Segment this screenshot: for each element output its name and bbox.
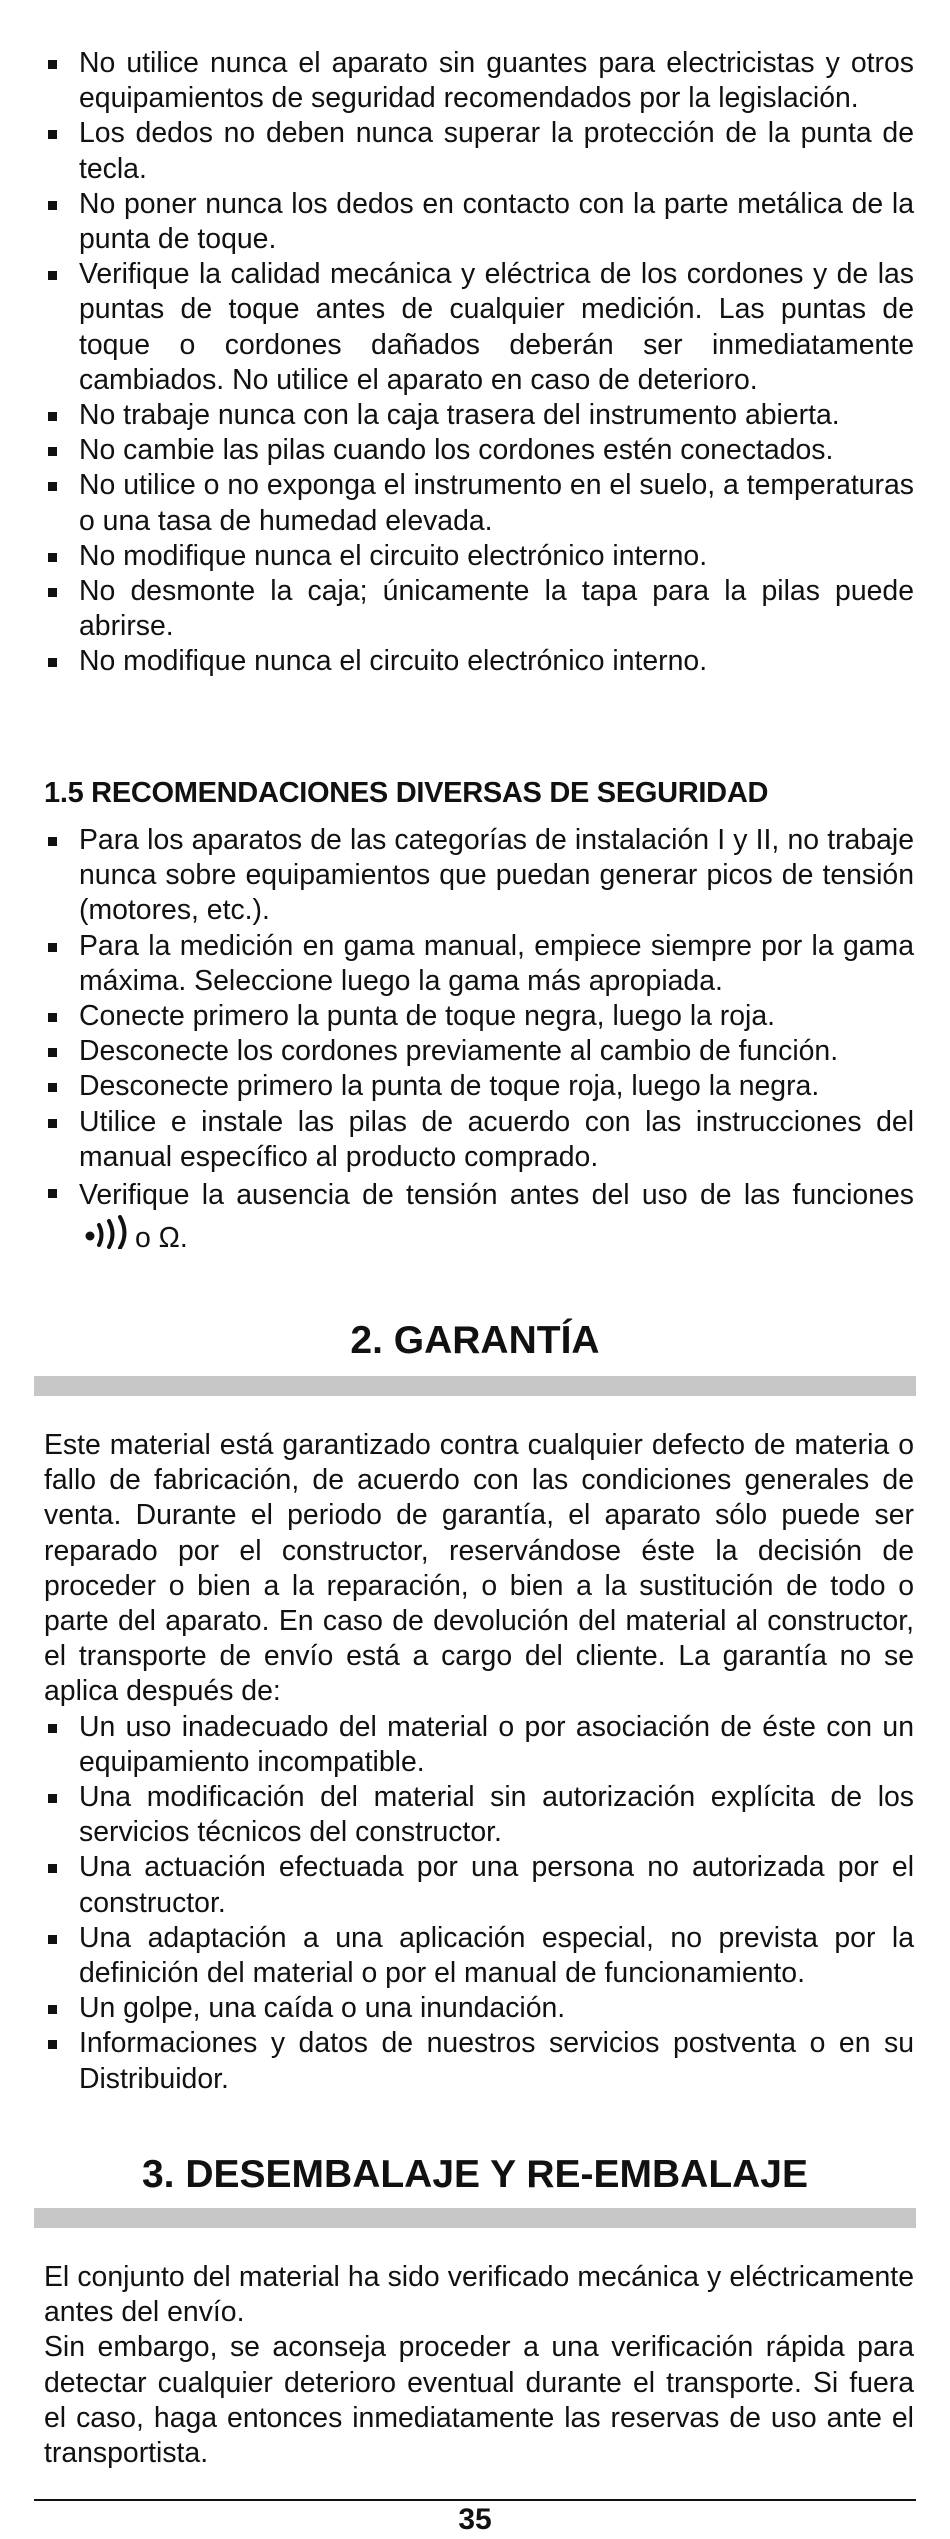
recommendation-bullet: Utilice e instale las pilas de acuerdo con las instrucciones del manual específico al producto comprado. (44, 1105, 914, 1175)
safety-bullet: Los dedos no deben nunca superar la protección de la punta de tecla. (44, 116, 914, 186)
warranty-exclusion-bullet: Una modificación del material sin autorización explícita de los servicios técnicos del constructor. (44, 1780, 914, 1850)
recommendation-bullet: Conecte primero la punta de toque negra, luego la roja. (44, 999, 914, 1034)
warranty-exclusion-bullet: Un uso inadecuado del material o por asociación de éste con un equipamiento incompatible. (44, 1710, 914, 1780)
section-2-title: 2. GARANTÍA (350, 1319, 600, 1362)
safety-bullet: No desmonte la caja; únicamente la tapa para la pilas puede abrirse. (44, 574, 914, 644)
recommendation-bullet: Desconecte los cordones previamente al cambio de función. (44, 1034, 914, 1069)
functions-bullet-suffix: o Ω. (135, 1222, 188, 1255)
functions-bullet-prefix: Verifique la ausencia de tensión antes del uso de las funciones (79, 1179, 914, 1212)
warranty-exclusion-bullet: Una actuación efectuada por una persona no autorizada por el constructor. (44, 1850, 914, 1920)
safety-bullet: Verifique la calidad mecánica y eléctrica de los cordones y de las puntas de toque antes de cualquier medición. Las puntas de toque o cordones dañados deberán ser inmediatamente cambiados. No utilice el aparato en caso de deterioro. (44, 257, 914, 398)
warranty-exclusion-bullet: Informaciones y datos de nuestros servicios postventa o en su Distribuidor. (44, 2026, 914, 2096)
section-1-5-bullet-list (44, 823, 914, 1258)
page-number: 35 (458, 2503, 492, 2536)
section-3-body (44, 2260, 914, 2471)
warranty-exclusion-bullet: Una adaptación a una aplicación especial, no prevista por la definición del material o por el manual de funcionamiento. (44, 1921, 914, 1991)
safety-bullet: No trabaje nunca con la caja trasera del instrumento abierta. (44, 398, 914, 433)
safety-bullet: No modifique nunca el circuito electrónico interno. (44, 539, 914, 574)
section-2-divider-bar (34, 1376, 916, 1396)
section-1-5-heading: 1.5 RECOMENDACIONES DIVERSAS DE SEGURIDAD (44, 777, 769, 809)
safety-bullet: No modifique nunca el circuito electrónico interno. (44, 644, 914, 679)
section-2-body (44, 1428, 914, 2097)
recommendation-bullet: Para los aparatos de las categorías de instalación I y II, no trabaje nunca sobre equipamientos que puedan generar picos de tensión (motores, etc.). (44, 823, 914, 929)
section-1-5-list-block (44, 823, 914, 1258)
safety-bullet: No utilice nunca el aparato sin guantes para electricistas y otros equipamientos de seguridad recomendados por la legislación. (44, 46, 914, 116)
safety-bullet: No poner nunca los dedos en contacto con la parte metálica de la punta de toque. (44, 187, 914, 257)
recommendation-bullet-functions (44, 1175, 914, 1258)
safety-bullet: No cambie las pilas cuando los cordones estén conectados. (44, 433, 914, 468)
continuity-buzzer-icon (85, 1215, 131, 1258)
recommendation-bullet: Para la medición en gama manual, empiece siempre por la gama máxima. Seleccione luego la gama más apropiada. (44, 929, 914, 999)
safety-bullet: No utilice o no exponga el instrumento en el suelo, a temperaturas o una tasa de humedad elevada. (44, 468, 914, 538)
safety-bullet-list (44, 46, 914, 680)
warranty-exclusion-list (44, 1710, 914, 2097)
footer-rule (34, 2499, 916, 2501)
unpacking-paragraph-1: El conjunto del material ha sido verificado mecánica y eléctricamente antes del envío. (44, 2261, 914, 2329)
warranty-paragraph: Este material está garantizado contra cualquier defecto de materia o fallo de fabricación, de acuerdo con las condiciones generales de venta. Durante el periodo de garantía, el aparato sólo puede ser reparado por el constructor, reservándose éste la decisión de proceder o bien a la reparación, o bien a la sustitución de todo o parte del aparato. En caso de devolución del material al constructor, el transporte de envío está a cargo del cliente. La garantía no se aplica después de: (44, 1429, 914, 1708)
warranty-exclusion-bullet: Un golpe, una caída o una inundación. (44, 1991, 914, 2026)
section-3-title: 3. DESEMBALAJE Y RE-EMBALAJE (141, 2153, 809, 2196)
unpacking-paragraph-2: Sin embargo, se aconseja proceder a una verificación rápida para detectar cualquier deterioro eventual durante el transporte. Si fuera el caso, haga entonces inmediatamente las reservas de uso ante el transportista. (44, 2331, 914, 2470)
section-3-divider-bar (34, 2208, 916, 2228)
safety-list-block (44, 46, 914, 680)
recommendation-bullet: Desconecte primero la punta de toque roja, luego la negra. (44, 1069, 914, 1104)
